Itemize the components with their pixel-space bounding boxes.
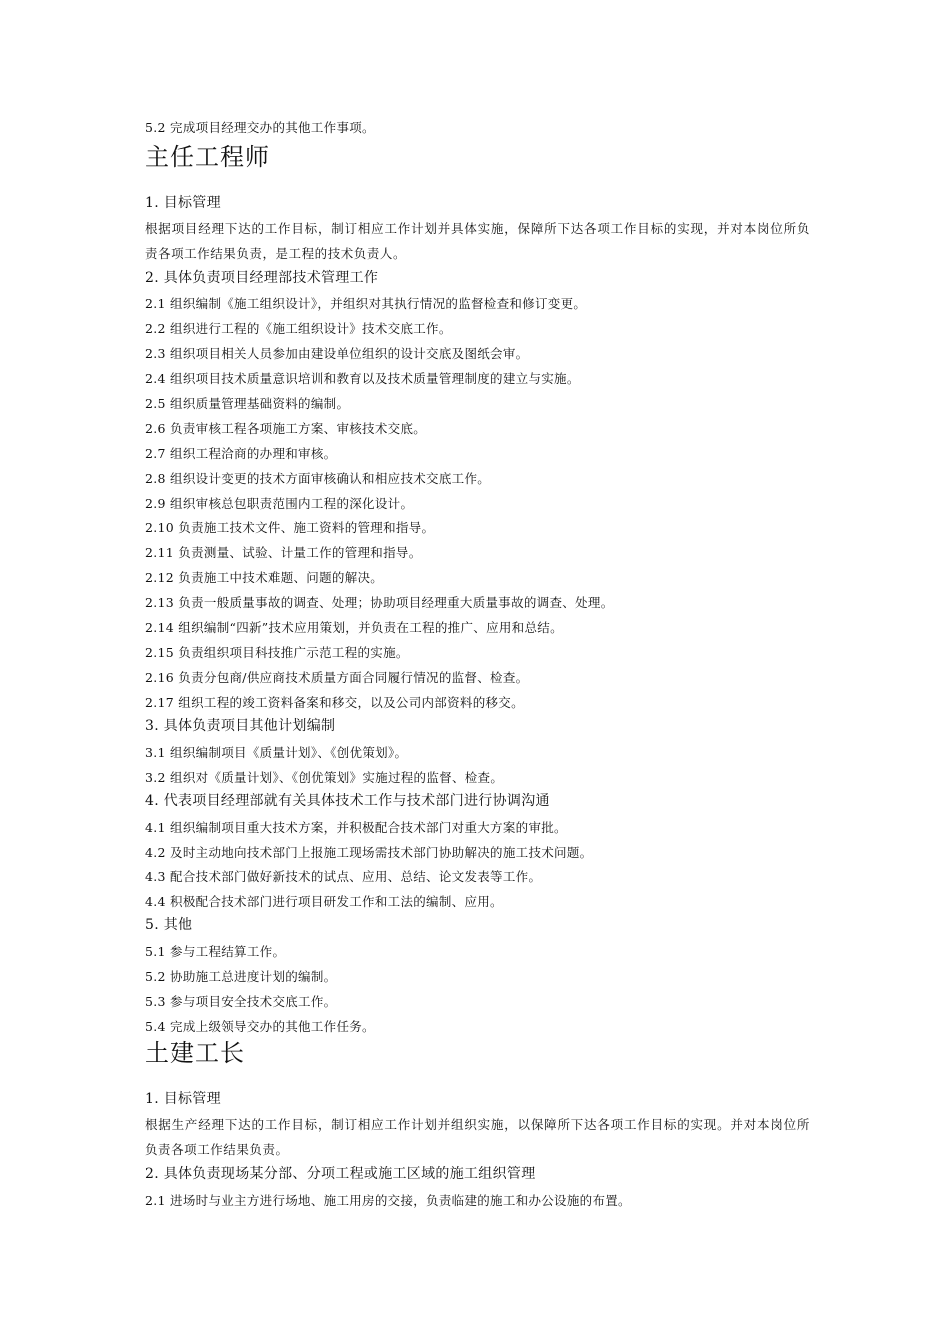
- list-item: 2.17 组织工程的竣工资料备案和移交，以及公司内部资料的移交。: [145, 695, 524, 710]
- list-item: 2.12 负责施工中技术难题、问题的解决。: [145, 570, 384, 585]
- list-item: 2.7 组织工程洽商的办理和审核。: [145, 446, 337, 461]
- list-item: 2.10 负责施工技术文件、施工资料的管理和指导。: [145, 520, 435, 535]
- list-item: 2.13 负责一般质量事故的调查、处理；协助项目经理重大质量事故的调查、处理。: [145, 595, 614, 610]
- list-item: 4.2 及时主动地向技术部门上报施工现场需技术部门协助解决的施工技术问题。: [145, 845, 593, 860]
- list-item: 2.9 组织审核总包职责范围内工程的深化设计。: [145, 496, 414, 511]
- list-item: 5.3 参与项目安全技术交底工作。: [145, 994, 337, 1009]
- list-item: 2.1 组织编制《施工组织设计》，并组织对其执行情况的监督检查和修订变更。: [145, 296, 587, 311]
- list-item: 2.8 组织设计变更的技术方面审核确认和相应技术交底工作。: [145, 471, 491, 486]
- ce-section-1-title: 1. 目标管理: [145, 195, 221, 211]
- heading-civil-foreman: 土建工长: [145, 1039, 245, 1067]
- list-item: 2.15 负责组织项目科技推广示范工程的实施。: [145, 645, 409, 660]
- list-item: 5.4 完成上级领导交办的其他工作任务。: [145, 1019, 375, 1034]
- list-item: 5.2 协助施工总进度计划的编制。: [145, 969, 337, 984]
- ce-section-2-title: 2. 具体负责项目经理部技术管理工作: [145, 270, 379, 286]
- list-item: 2.14 组织编制“四新”技术应用策划，并负责在工程的推广、应用和总结。: [145, 620, 563, 635]
- ce-section-4-title: 4. 代表项目经理部就有关具体技术工作与技术部门进行协调沟通: [145, 793, 550, 809]
- list-item: 3.1 组织编制项目《质量计划》、《创优策划》。: [145, 745, 408, 760]
- list-item: 2.16 负责分包商/供应商技术质量方面合同履行情况的监督、检查。: [145, 670, 529, 685]
- ce-section-1-text: 根据项目经理下达的工作目标，制订相应工作计划并具体实施，保障所下达各项工作目标的实现，并对本岗位所负责各项工作结果负责，是工程的技术负责人。: [145, 221, 810, 261]
- list-item: 2.11 负责测量、试验、计量工作的管理和指导。: [145, 545, 422, 560]
- ce-section-3-title: 3. 具体负责项目其他计划编制: [145, 718, 336, 734]
- list-item: 2.4 组织项目技术质量意识培训和教育以及技术质量管理制度的建立与实施。: [145, 371, 580, 386]
- list-item: 3.2 组织对《质量计划》、《创优策划》实施过程的监督、检查。: [145, 770, 504, 785]
- list-item: 5.1 参与工程结算工作。: [145, 944, 286, 959]
- cf-section-1-text: 根据生产经理下达的工作目标，制订相应工作计划并组织实施，以保障所下达各项工作目标的实现。并对本岗位所负责各项工作结果负责。: [145, 1117, 810, 1157]
- list-item: 2.5 组织质量管理基础资料的编制。: [145, 396, 350, 411]
- list-item: 4.1 组织编制项目重大技术方案，并积极配合技术部门对重大方案的审批。: [145, 820, 567, 835]
- list-item: 2.1 进场时与业主方进行场地、施工用房的交接，负责临建的施工和办公设施的布置。: [145, 1193, 631, 1208]
- heading-chief-engineer: 主任工程师: [145, 143, 270, 171]
- cf-section-2-title: 2. 具体负责现场某分部、分项工程或施工区域的施工组织管理: [145, 1166, 536, 1182]
- list-item: 2.6 负责审核工程各项施工方案、审核技术交底。: [145, 421, 427, 436]
- list-item: 2.3 组织项目相关人员参加由建设单位组织的设计交底及图纸会审。: [145, 346, 529, 361]
- list-item: 4.3 配合技术部门做好新技术的试点、应用、总结、论文发表等工作。: [145, 869, 542, 884]
- top-line: 5.2 完成项目经理交办的其他工作事项。: [145, 120, 375, 135]
- ce-section-5-title: 5. 其他: [145, 917, 193, 933]
- list-item: 4.4 积极配合技术部门进行项目研发工作和工法的编制、应用。: [145, 894, 503, 909]
- cf-section-1-title: 1. 目标管理: [145, 1091, 221, 1107]
- list-item: 2.2 组织进行工程的《施工组织设计》技术交底工作。: [145, 321, 452, 336]
